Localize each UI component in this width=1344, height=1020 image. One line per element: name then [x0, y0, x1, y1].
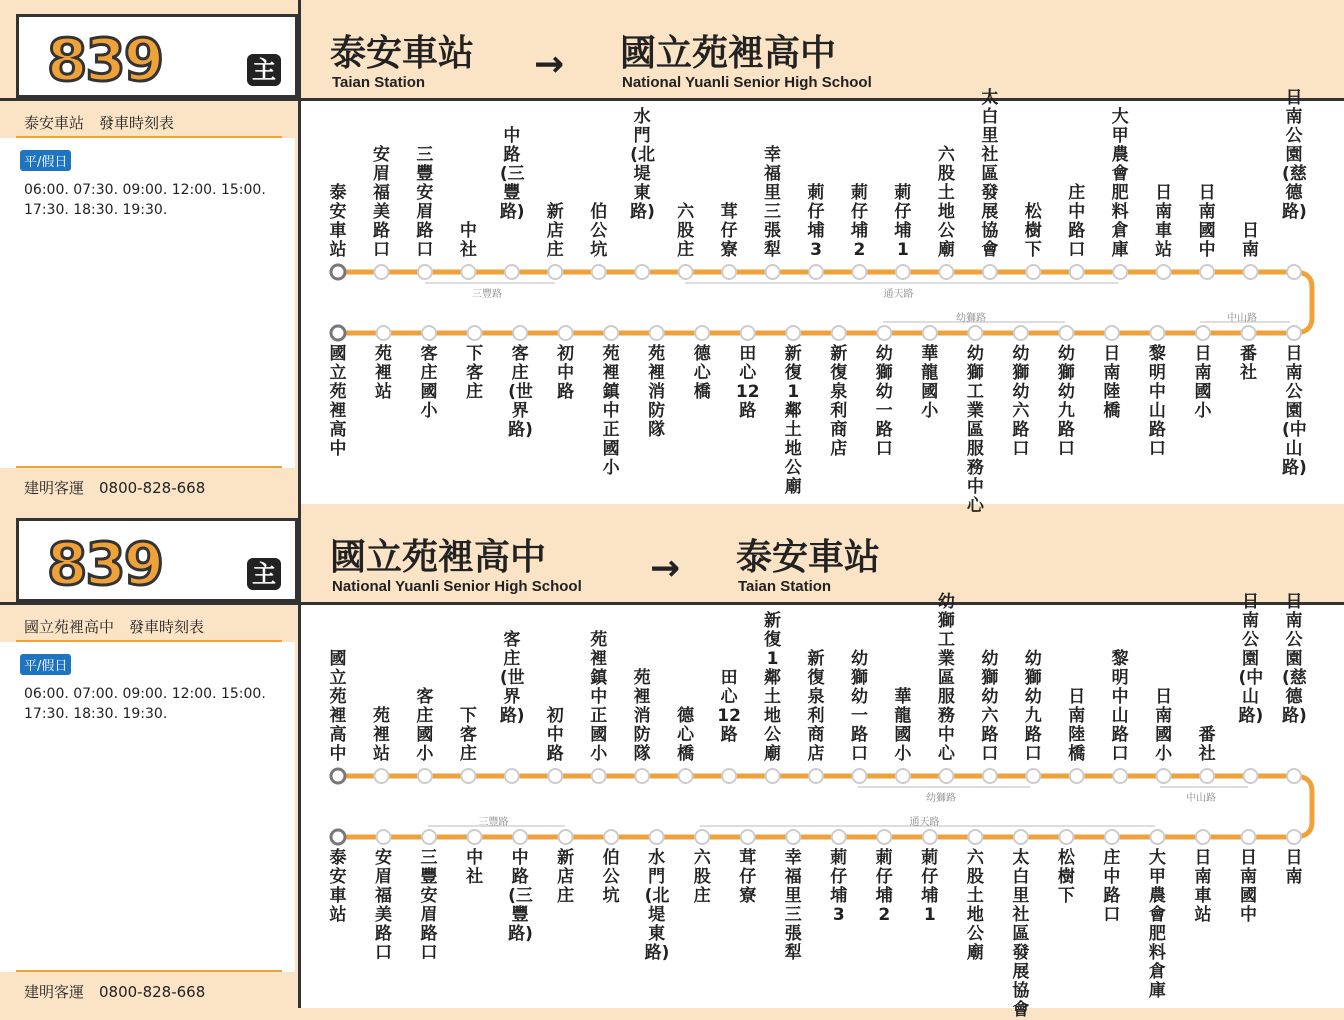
stop-marker	[592, 769, 606, 783]
stop-marker	[786, 326, 800, 340]
stop-name: 黎明中山路口	[1148, 344, 1166, 459]
stop-marker	[592, 265, 606, 279]
departure-times-line-2: 17:30. 18:30. 19:30.	[24, 706, 168, 722]
stop-name: 日南國中	[1239, 848, 1257, 925]
stop-name: 六股庄	[693, 848, 711, 906]
main-route-badge: 主	[247, 558, 281, 590]
stop-marker	[722, 265, 736, 279]
stop-marker	[1157, 769, 1171, 783]
stop-name: 新復泉利商店	[830, 344, 848, 459]
origin-name: 國立苑裡高中	[330, 537, 547, 578]
stop-name: 幼獅幼一路口	[875, 344, 893, 459]
stop-marker	[832, 830, 846, 844]
stop-marker	[1150, 830, 1164, 844]
stop-name: 庄中路口	[1068, 183, 1086, 260]
stop-name: 客庄(世界路)	[499, 630, 525, 726]
stop-name: 日南車站	[1155, 183, 1173, 260]
stop-marker	[1287, 769, 1301, 783]
stop-marker	[1105, 830, 1119, 844]
road-segment-label: 幼獅路	[926, 793, 956, 804]
stop-name: 苑裡消防隊	[633, 668, 651, 764]
stop-marker	[766, 265, 780, 279]
stop-marker	[1200, 265, 1214, 279]
stop-name: 日南	[1242, 221, 1260, 260]
stop-marker	[679, 769, 693, 783]
stop-name: 幼獅工業區服務中心	[966, 344, 984, 516]
stop-name: 下客庄	[466, 344, 484, 402]
stop-marker	[418, 265, 432, 279]
route-line	[338, 272, 1312, 333]
stop-name: 國立苑裡高中	[329, 649, 347, 764]
stop-name: 庄中路口	[1103, 848, 1121, 925]
stop-name: 初中路	[557, 344, 575, 402]
stop-marker	[422, 830, 436, 844]
destination-name: 國立苑裡高中	[620, 33, 837, 74]
stop-name: 泰安車站	[329, 183, 347, 260]
stop-marker	[505, 769, 519, 783]
stop-marker	[896, 769, 910, 783]
stop-name: 苑裡鎮中正國小	[602, 344, 620, 478]
stop-name: 伯公坑	[590, 202, 608, 260]
stop-marker	[461, 769, 475, 783]
stop-marker	[513, 830, 527, 844]
stop-marker	[468, 830, 482, 844]
stop-marker	[983, 769, 997, 783]
stop-marker	[1150, 326, 1164, 340]
stop-name: 客庄(世界路)	[508, 344, 533, 440]
destination-name: 泰安車站	[736, 537, 881, 578]
stop-marker	[374, 265, 388, 279]
stop-name: 番社	[1198, 725, 1216, 764]
stop-name: 松樹下	[1024, 202, 1042, 260]
stop-marker	[1200, 769, 1214, 783]
stop-name: 泰安車站	[329, 848, 347, 925]
stop-marker	[679, 265, 693, 279]
stop-name: 日南公園(慈德路)	[1282, 592, 1307, 726]
stop-name: 莿仔埔2	[875, 848, 893, 925]
stop-marker	[983, 265, 997, 279]
route-line-svg	[0, 0, 1344, 504]
stop-marker	[877, 326, 891, 340]
stop-marker	[1196, 326, 1210, 340]
stop-name: 田心12路	[735, 344, 760, 421]
stop-name: 莿仔埔3	[807, 183, 825, 260]
stop-name: 大甲農會肥料倉庫	[1111, 107, 1129, 260]
stop-name: 莿仔埔1	[894, 183, 912, 260]
stop-name: 幼獅幼九路口	[1057, 344, 1075, 459]
stop-name: 苑裡站	[372, 706, 390, 764]
stop-marker	[1244, 265, 1258, 279]
stop-marker	[1157, 265, 1171, 279]
departure-times-line-2: 17:30. 18:30. 19:30.	[24, 202, 168, 218]
stop-name: 客庄國小	[416, 687, 434, 764]
stop-name: 中社	[466, 848, 484, 887]
schedule-title: 國立苑裡高中 發車時刻表	[24, 618, 205, 636]
stop-marker	[1026, 769, 1040, 783]
stop-marker	[635, 265, 649, 279]
stop-name: 水門(北堤東路)	[630, 107, 655, 222]
stop-marker	[852, 265, 866, 279]
stop-name: 三豐安眉路口	[420, 848, 438, 963]
stop-name: 茸仔寮	[720, 202, 738, 260]
stop-name: 中社	[459, 221, 477, 260]
stop-name: 太白里社區發展協會	[981, 88, 999, 260]
operator-contact: 建明客運 0800-828-668	[24, 983, 206, 1001]
stop-name: 幼獅幼六路口	[981, 649, 999, 764]
timetable-panel-2	[0, 504, 1344, 1020]
stop-name: 新店庄	[557, 848, 575, 906]
stop-marker	[559, 830, 573, 844]
stop-marker	[331, 769, 345, 783]
stop-name: 田心12路	[717, 668, 741, 745]
stop-marker	[741, 326, 755, 340]
stop-name: 日南國中	[1198, 183, 1216, 260]
day-type-badge: 平/假日	[20, 150, 71, 171]
origin-name: 泰安車站	[330, 33, 475, 74]
road-segment-label: 通天路	[909, 817, 940, 828]
stop-marker	[331, 326, 345, 340]
stop-name: 番社	[1239, 344, 1257, 383]
road-segment-label: 幼獅路	[956, 313, 986, 324]
stop-name: 幼獅幼一路口	[850, 649, 868, 764]
stop-name: 下客庄	[459, 706, 477, 764]
stop-marker	[635, 769, 649, 783]
stop-name: 客庄國小	[420, 344, 438, 421]
operator-contact: 建明客運 0800-828-668	[24, 479, 206, 497]
schedule-title: 泰安車站 發車時刻表	[24, 114, 175, 132]
stop-marker	[766, 769, 780, 783]
stop-name: 德心橋	[693, 344, 711, 402]
stop-marker	[513, 326, 527, 340]
stop-marker	[741, 830, 755, 844]
stop-marker	[1059, 830, 1073, 844]
stop-name: 莿仔埔2	[850, 183, 868, 260]
stop-name: 日南公園(中山路)	[1282, 344, 1307, 478]
stop-marker	[377, 326, 391, 340]
stop-name: 水門(北堤東路)	[644, 848, 670, 963]
stop-name: 苑裡鎮中正國小	[590, 630, 608, 764]
stop-marker	[1244, 769, 1258, 783]
departure-times-line-1: 06:00. 07:00. 09:00. 12:00. 15:00.	[24, 686, 266, 702]
stop-name: 安眉福美路口	[372, 145, 390, 260]
stop-name: 日南公園(慈德路)	[1282, 88, 1307, 222]
stop-marker	[1287, 326, 1301, 340]
stop-marker	[968, 326, 982, 340]
stop-name: 幼獅幼九路口	[1024, 649, 1042, 764]
stop-marker	[559, 326, 573, 340]
stop-marker	[604, 326, 618, 340]
stop-name: 日南國小	[1155, 687, 1173, 764]
route-line-svg	[0, 504, 1344, 1008]
stop-name: 日南國小	[1194, 344, 1212, 421]
stop-marker	[548, 769, 562, 783]
origin-name-en: National Yuanli Senior High School	[332, 578, 582, 595]
stop-name: 茸仔寮	[739, 848, 757, 906]
stop-name: 莿仔埔1	[921, 848, 939, 925]
stop-name: 苑裡站	[375, 344, 393, 402]
stop-name: 幸福里三張犁	[764, 145, 782, 260]
stop-marker	[1070, 769, 1084, 783]
stop-name: 莿仔埔3	[830, 848, 848, 925]
stop-marker	[786, 830, 800, 844]
stop-marker	[1241, 830, 1255, 844]
stop-name: 苑裡消防隊	[648, 344, 666, 440]
stop-name: 太白里社區發展協會	[1012, 848, 1030, 1020]
stop-name: 初中路	[546, 706, 564, 764]
road-segment-label: 中山路	[1186, 793, 1216, 804]
stop-marker	[468, 326, 482, 340]
direction-arrow-icon: →	[534, 44, 565, 85]
stop-marker	[852, 769, 866, 783]
stop-marker	[939, 769, 953, 783]
stop-name: 安眉福美路口	[375, 848, 393, 963]
stop-marker	[604, 830, 618, 844]
stop-name: 黎明中山路口	[1111, 649, 1129, 764]
stop-name: 日南陸橋	[1103, 344, 1121, 421]
road-segment-label: 中山路	[1227, 313, 1257, 324]
stop-name: 德心橋	[677, 706, 695, 764]
origin-name-en: Taian Station	[332, 74, 426, 91]
stop-name: 幼獅工業區服務中心	[937, 592, 955, 764]
stop-name: 日南陸橋	[1068, 687, 1086, 764]
stop-marker	[809, 265, 823, 279]
road-segment-label: 三豐路	[478, 817, 509, 828]
stop-marker	[422, 326, 436, 340]
stop-marker	[1196, 830, 1210, 844]
stop-marker	[722, 769, 736, 783]
stop-name: 日南	[1285, 848, 1303, 887]
stop-marker	[1026, 265, 1040, 279]
main-route-badge: 主	[247, 54, 281, 86]
stop-marker	[923, 326, 937, 340]
stop-marker	[695, 326, 709, 340]
direction-arrow-icon: →	[650, 548, 681, 589]
stop-marker	[650, 326, 664, 340]
stop-name: 六股土地公廟	[966, 848, 984, 963]
stop-name: 新復1鄰土地公廟	[784, 344, 802, 497]
route-number: 839	[47, 26, 163, 94]
stop-marker	[832, 326, 846, 340]
stop-marker	[1113, 769, 1127, 783]
stop-marker	[896, 265, 910, 279]
stop-name: 華龍國小	[921, 344, 939, 421]
destination-name-en: Taian Station	[738, 578, 832, 595]
stop-marker	[505, 265, 519, 279]
stop-name: 日南車站	[1194, 848, 1212, 925]
stop-name: 松樹下	[1057, 848, 1075, 906]
stop-name: 三豐安眉路口	[416, 145, 434, 260]
stop-name: 幼獅幼六路口	[1012, 344, 1030, 459]
stop-marker	[418, 769, 432, 783]
stop-marker	[1070, 265, 1084, 279]
stop-name: 新復泉利商店	[807, 649, 825, 764]
stop-marker	[331, 830, 345, 844]
departure-times-line-1: 06:00. 07:30. 09:00. 12:00. 15:00.	[24, 182, 266, 198]
stop-marker	[461, 265, 475, 279]
stop-marker	[331, 265, 345, 279]
stop-name: 大甲農會肥料倉庫	[1148, 848, 1166, 1001]
stop-marker	[1014, 830, 1028, 844]
stop-marker	[1059, 326, 1073, 340]
stop-marker	[374, 769, 388, 783]
road-segment-label: 三豐路	[472, 289, 502, 300]
stop-marker	[1287, 830, 1301, 844]
stop-marker	[939, 265, 953, 279]
stop-marker	[1014, 326, 1028, 340]
stop-name: 六股庄	[677, 202, 695, 260]
stop-name: 六股土地公廟	[937, 145, 955, 260]
stop-marker	[809, 769, 823, 783]
stop-marker	[923, 830, 937, 844]
stop-name: 幸福里三張犁	[784, 848, 802, 963]
stop-marker	[1241, 326, 1255, 340]
stop-marker	[650, 830, 664, 844]
stop-marker	[548, 265, 562, 279]
destination-name-en: National Yuanli Senior High School	[622, 74, 872, 91]
stop-marker	[877, 830, 891, 844]
stop-marker	[1113, 265, 1127, 279]
stop-name: 新店庄	[546, 202, 564, 260]
stop-marker	[377, 830, 391, 844]
stop-marker	[1105, 326, 1119, 340]
road-segment-label: 通天路	[883, 289, 914, 300]
stop-marker	[695, 830, 709, 844]
stop-name: 中路(三豐路)	[508, 848, 533, 944]
stop-name: 華龍國小	[894, 687, 912, 764]
stop-name: 新復1鄰土地公廟	[764, 611, 782, 764]
stop-name: 中路(三豐路)	[499, 126, 525, 222]
stop-name: 日南公園(中山路)	[1238, 592, 1264, 726]
stop-name: 伯公坑	[602, 848, 620, 906]
day-type-badge: 平/假日	[20, 654, 71, 675]
route-number: 839	[47, 530, 163, 598]
stop-marker	[1287, 265, 1301, 279]
stop-name: 國立苑裡高中	[329, 344, 347, 459]
stop-marker	[968, 830, 982, 844]
